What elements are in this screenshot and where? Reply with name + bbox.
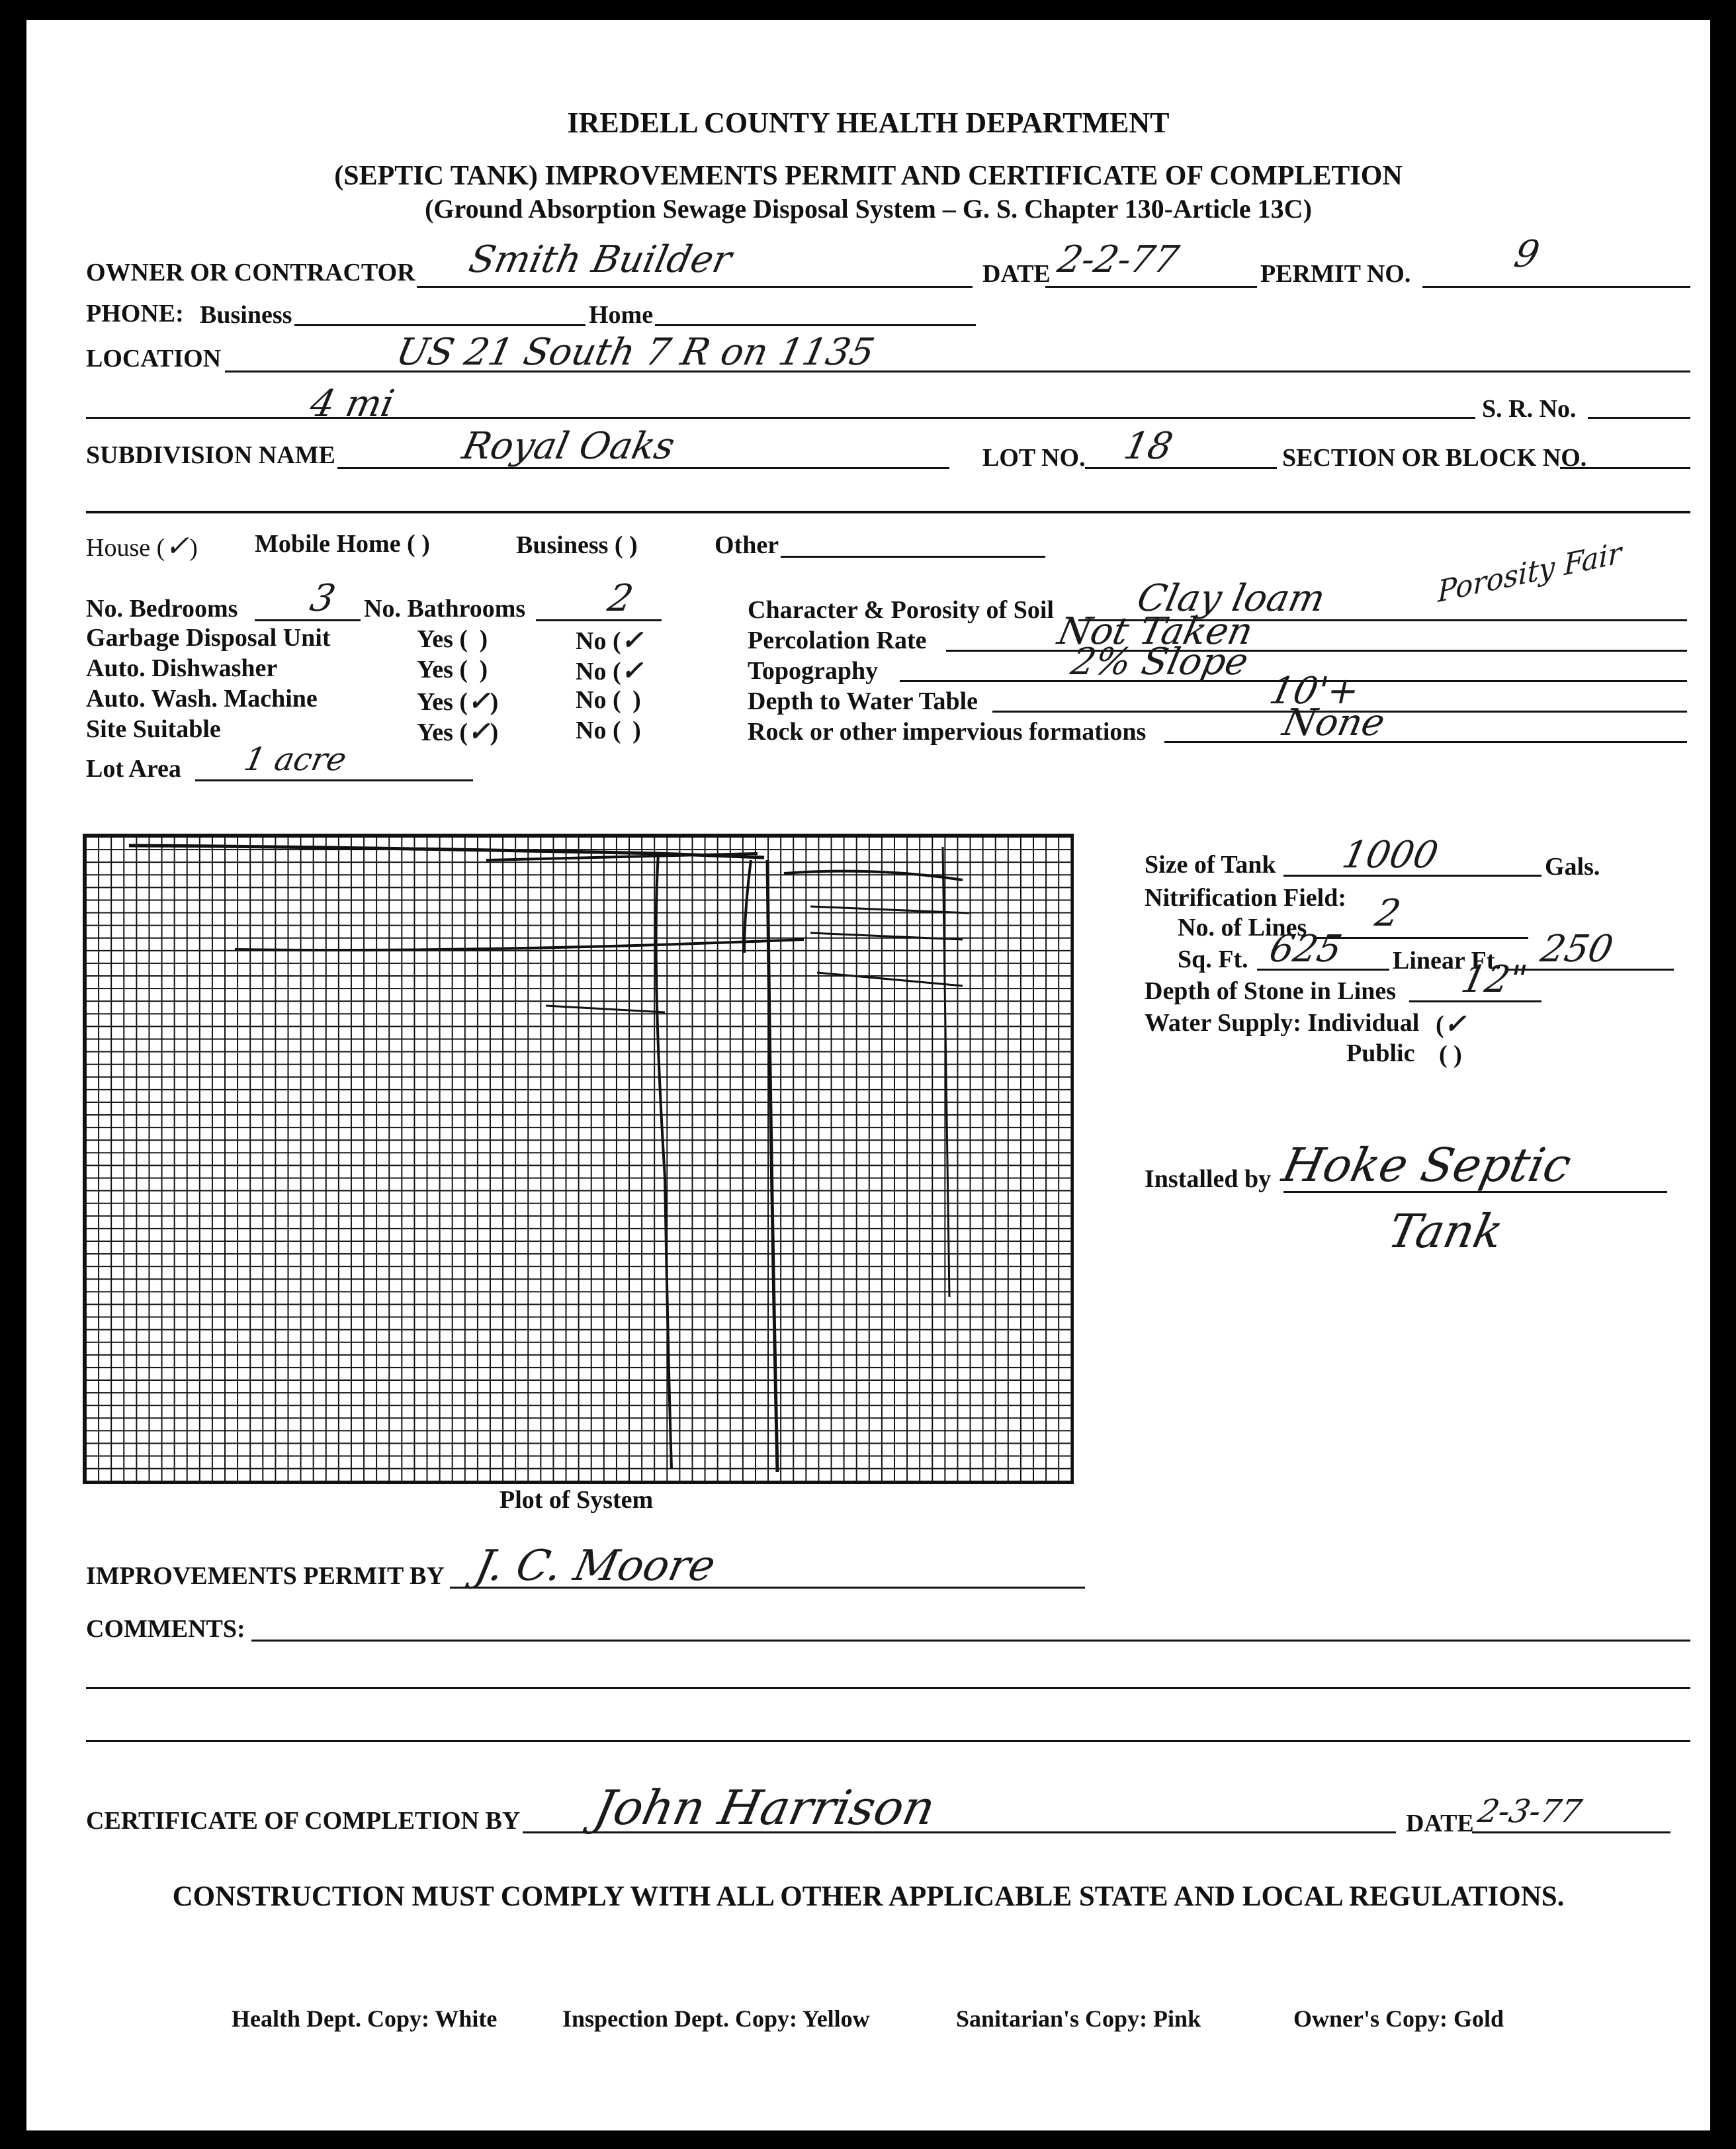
site-suitable-yes: Yes (✓) [417,716,499,747]
certificate-by-label: CERTIFICATE OF COMPLETION BY [86,1807,521,1835]
comments-line-2 [86,1687,1690,1689]
phone-business-label: Business [200,301,292,329]
comments-label: COMMENTS: [86,1615,245,1643]
owner-line [417,286,973,288]
wash-machine-yes: Yes (✓) [417,685,499,717]
site-suitable-label: Site Suitable [86,715,221,743]
section-label: SECTION OR BLOCK NO. [1282,444,1587,472]
house-label: House (✓) [86,529,198,563]
site-suitable-no: No ( ) [576,717,644,744]
mobile-home-label: Mobile Home ( ) [255,530,430,558]
subdivision-value: Royal Oaks [458,425,679,468]
wash-machine-label: Auto. Wash. Machine [86,685,318,713]
phone-label: PHONE: [86,300,184,328]
soil-label: Character & Porosity of Soil [748,596,1054,624]
bedrooms-value: 3 [306,577,339,620]
soil-value: Clay loam [1133,577,1329,620]
lot-no-line [1085,467,1277,469]
water-individual-check: (✓ [1436,1008,1467,1039]
topo-label: Topography [748,657,879,685]
sqft-value: 625 [1266,928,1346,971]
rock-label: Rock or other impervious formations [748,718,1147,746]
lines-label: No. of Lines [1178,914,1307,942]
footer-inspection-copy: Inspection Dept. Copy: Yellow [562,2005,870,2032]
phone-home-line [655,324,976,326]
rock-value: None [1279,701,1389,744]
form-title: (SEPTIC TANK) IMPROVEMENTS PERMIT AND CERTIFICATE OF COMPLETION [334,161,1403,191]
permit-no-line [1422,286,1690,288]
subdivision-label: SUBDIVISION NAME [86,441,335,469]
permit-no-label: PERMIT NO. [1260,260,1411,288]
business-type-label: Business ( ) [516,531,638,559]
form-subtitle: (Ground Absorption Sewage Disposal System – G. S. Chapter 130-Article 13C) [425,194,1312,224]
lot-area-line [195,779,473,781]
perc-value: Not Taken [1054,610,1257,653]
footer-sanitarian-copy: Sanitarian's Copy: Pink [956,2005,1201,2032]
linear-label: Linear Ft. [1393,947,1501,975]
location-line-2 [86,417,1475,419]
water-supply-label: Water Supply: Individual [1145,1009,1420,1037]
owner-label: OWNER OR CONTRACTOR [86,259,415,286]
lot-no-label: LOT NO. [982,444,1086,472]
comments-line-1 [251,1640,1690,1642]
installed-by-label: Installed by [1145,1165,1272,1193]
lot-area-value: 1 acre [241,741,350,778]
cert-date-value: 2-3-77 [1475,1793,1585,1830]
installed-by-value-2: Tank [1383,1204,1508,1258]
cert-date-label: DATE [1406,1810,1474,1837]
sr-no-line [1588,417,1690,419]
water-public-label: Public [1346,1039,1415,1067]
installed-by-value-1: Hoke Septic [1278,1138,1576,1192]
tank-size-value: 1000 [1338,834,1442,877]
porosity-value: Porosity Fair [1438,535,1622,610]
lot-area-label: Lot Area [86,755,181,783]
comments-line-3 [86,1740,1690,1742]
date-line [1045,286,1257,288]
footer-health-copy: Health Dept. Copy: White [232,2005,498,2032]
perc-label: Percolation Rate [748,627,927,654]
date-value: 2-2-77 [1054,238,1183,281]
plot-sketch [83,834,1068,1479]
topo-value: 2% Slope [1067,640,1252,683]
permit-form [26,20,1710,2130]
other-label: Other [715,531,779,559]
compliance-notice: CONSTRUCTION MUST COMPLY WITH ALL OTHER APPLICABLE STATE AND LOCAL REGULATIONS. [172,1881,1565,1912]
stone-label: Depth of Stone in Lines [1145,977,1397,1005]
dishwasher-no: No (✓ [576,655,644,686]
permit-by-label: IMPROVEMENTS PERMIT BY [86,1562,445,1590]
date-label: DATE [982,260,1051,288]
lot-no-value: 18 [1120,425,1177,468]
linear-value: 250 [1537,928,1617,971]
location-label: LOCATION [86,345,222,373]
garbage-label: Garbage Disposal Unit [86,624,331,652]
permit-by-value: J. C. Moore [471,1542,720,1591]
lines-line [1317,937,1528,939]
dishwasher-yes: Yes ( ) [417,656,491,683]
sqft-label: Sq. Ft. [1178,945,1248,973]
certificate-by-value: John Harrison [589,1780,941,1835]
water-table-label: Depth to Water Table [748,687,978,715]
water-public-check: ( ) [1439,1041,1462,1069]
wash-machine-no: No ( ) [576,686,644,714]
plot-label: Plot of System [499,1486,654,1514]
department-heading: IREDELL COUNTY HEALTH DEPARTMENT [567,107,1170,139]
phone-business-line [294,324,586,326]
nitrification-label: Nitrification Field: [1145,884,1346,912]
permit-no-value: 9 [1510,233,1543,276]
dishwasher-label: Auto. Dishwasher [86,654,278,682]
gals-label: Gals. [1545,853,1600,881]
tank-size-label: Size of Tank [1145,851,1276,879]
cert-date-line [1472,1831,1671,1833]
garbage-no: No (✓ [576,625,644,656]
footer-owner-copy: Owner's Copy: Gold [1293,2005,1504,2032]
lines-value: 2 [1371,892,1405,935]
bathrooms-line [536,619,662,621]
bathrooms-value: 2 [604,577,637,620]
location-value-1: US 21 South 7 R on 1135 [392,331,879,374]
phone-home-label: Home [589,301,654,329]
stone-value: 12" [1457,958,1531,1001]
other-line [781,556,1045,558]
section-line [1560,467,1690,469]
location-value-2: 4 mi [306,382,398,425]
sr-no-label: S. R. No. [1482,395,1577,423]
garbage-yes: Yes ( ) [417,625,491,653]
owner-value: Smith Builder [465,238,736,281]
bathrooms-label: No. Bathrooms [364,595,526,623]
water-table-value: 10'+ [1266,670,1364,713]
rock-line [1164,741,1687,743]
section-divider [86,511,1690,513]
bedrooms-label: No. Bedrooms [86,595,238,623]
house-check-mark: ✓ [165,529,190,563]
